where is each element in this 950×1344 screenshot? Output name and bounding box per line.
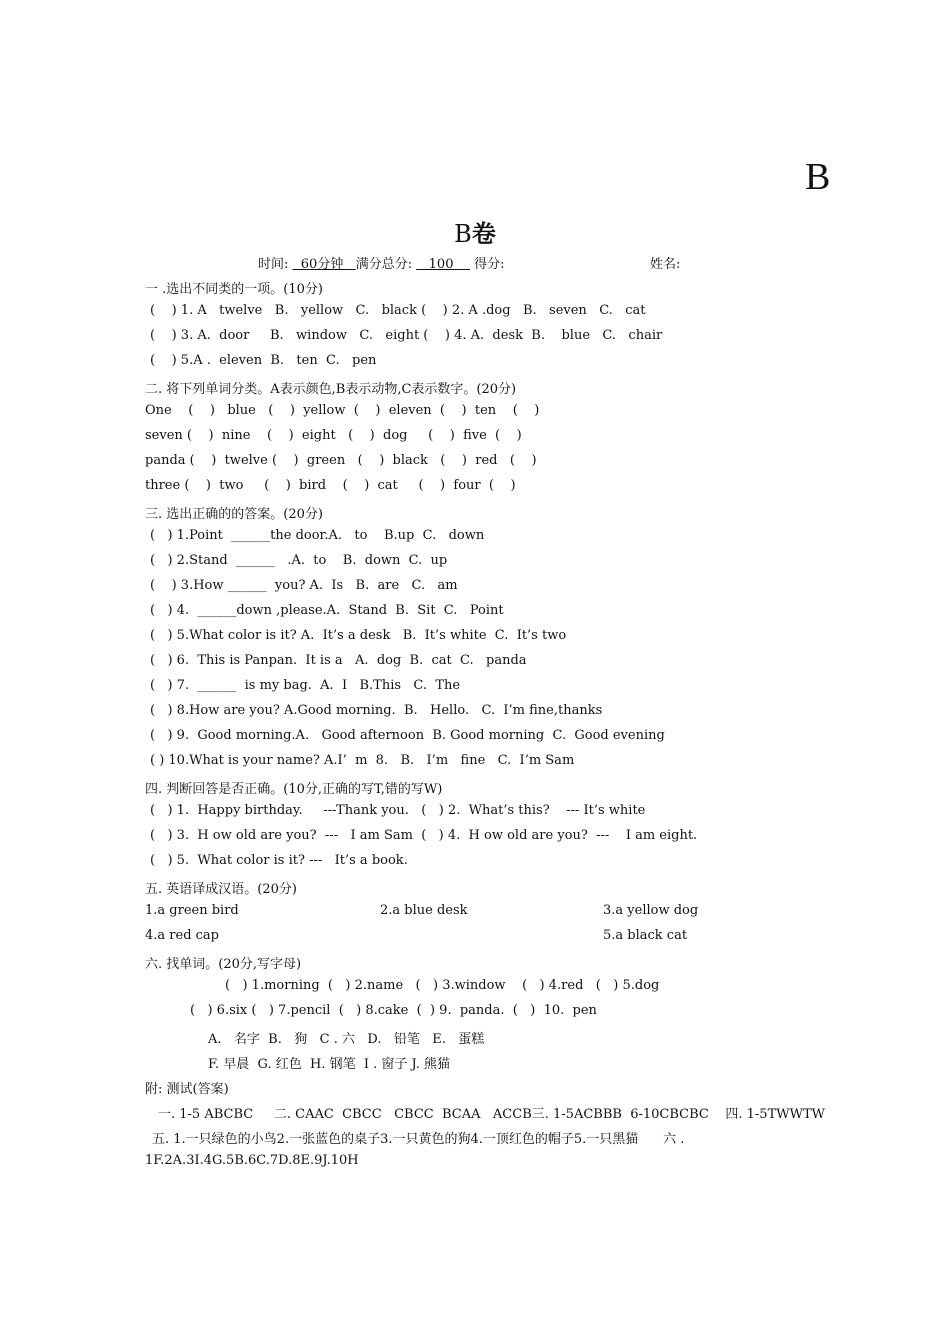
worksheet-line: ( ) 5.What color is it? A. It’s a desk B. It’s white C. It’s two — [150, 628, 567, 643]
time-value: 60分钟 — [292, 257, 356, 272]
worksheet-line: ( ) 9. Good morning.A. Good afternoon B. Good morning C. Good evening — [150, 728, 665, 743]
worksheet-line: 三. 选出正确的的答案。(20分) — [145, 507, 323, 522]
worksheet-line: 一. 1-5 ABCBC 二. CAAC CBCC CBCC BCAA ACCB三. 1-5ACBBB 6-10CBCBC 四. 1-5TWWTW — [158, 1107, 825, 1122]
worksheet-line: 一 .选出不同类的一项。(10分) — [145, 282, 323, 297]
worksheet-line: 五. 英语译成汉语。(20分) — [145, 882, 297, 897]
corner-letter: B — [805, 156, 831, 198]
worksheet-line: ( ) 6.six ( ) 7.pencil ( ) 8.cake ( ) 9. panda. ( ) 10. pen — [190, 1003, 597, 1018]
worksheet-line: ( ) 3. A. door B. window C. eight ( ) 4. A. desk B. blue C. chair — [150, 328, 663, 343]
score-value: 100 — [416, 257, 470, 272]
title-letter: B — [454, 220, 472, 248]
worksheet-line: ( ) 3.How ______ you? A. Is B. are C. am — [150, 578, 458, 593]
header-line — [258, 253, 505, 272]
worksheet-line: F. 早晨 G. 红色 H. 钢笔 I . 窗子 J. 熊猫 — [208, 1057, 450, 1072]
worksheet-line: ( ) 5.A . eleven B. ten C. pen — [150, 353, 377, 368]
worksheet-line: 4.a red cap — [145, 928, 220, 943]
worksheet-line: 2.a blue desk — [380, 903, 468, 918]
time-label: 时间: — [258, 257, 293, 272]
worksheet-line: ( ) 4. ______down ,please.A. Stand B. Sit C. Point — [150, 603, 504, 618]
worksheet-line: A. 名字 B. 狗 C . 六 D. 铅笔 E. 蛋糕 — [208, 1032, 485, 1047]
worksheet-line: 1F.2A.3I.4G.5B.6C.7D.8E.9J.10H — [145, 1153, 359, 1168]
worksheet-line: ( ) 1. Happy birthday. ---Thank you. ( ) 2. What’s this? --- It’s white — [150, 803, 646, 818]
worksheet-line: ( ) 1. A twelve B. yellow C. black ( ) 2. A .dog B. seven C. cat — [150, 303, 646, 318]
worksheet-line: 附: 测试(答案) — [145, 1082, 229, 1097]
worksheet-line: 5.a black cat — [603, 928, 688, 943]
score-label: 满分总分: — [355, 257, 417, 272]
worksheet-line: ( ) 1.morning ( ) 2.name ( ) 3.window ( ) 4.red ( ) 5.dog — [225, 978, 660, 993]
worksheet-line: ( ) 2.Stand ______ .A. to B. down C. up — [150, 553, 448, 568]
worksheet-line: three ( ) two ( ) bird ( ) cat ( ) four ( ) — [145, 478, 516, 493]
worksheet-line: One ( ) blue ( ) yellow ( ) eleven ( ) ten ( ) — [145, 403, 540, 418]
worksheet-line: ( ) 3. H ow old are you? --- I am Sam ( ) 4. H ow old are you? --- I am eight. — [150, 828, 698, 843]
worksheet-line: 3.a yellow dog — [603, 903, 699, 918]
got-label: 得分: — [470, 257, 505, 272]
worksheet-line: 五. 1.一只绿色的小鸟2.一张蓝色的桌子3.一只黄色的狗4.一顶红色的帽子5.一只黑猫 六 . — [152, 1132, 685, 1147]
worksheet-line: 二. 将下列单词分类。A表示颜色,B表示动物,C表示数字。(20分) — [145, 382, 517, 397]
worksheet-line: ( ) 10.What is your name? A.I’ m 8. B. I’m fine C. I’m Sam — [150, 753, 575, 768]
worksheet-line: 四. 判断回答是否正确。(10分,正确的写T,错的写W) — [145, 782, 443, 797]
worksheet-line: ( ) 8.How are you? A.Good morning. B. Hello. C. I’m fine,thanks — [150, 703, 603, 718]
worksheet-line: ( ) 6. This is Panpan. It is a A. dog B. cat C. panda — [150, 653, 527, 668]
worksheet-line: ( ) 5. What color is it? --- It’s a book. — [150, 853, 408, 868]
title-juan: 卷 — [471, 219, 496, 248]
page-title — [0, 214, 950, 249]
worksheet-line: 六. 找单词。(20分,写字母) — [145, 957, 302, 972]
worksheet-line: seven ( ) nine ( ) eight ( ) dog ( ) five ( ) — [145, 428, 522, 443]
name-label: 姓名: — [650, 257, 681, 272]
worksheet-line: ( ) 1.Point ______the door.A. to B.up C. down — [150, 528, 485, 543]
worksheet-line: panda ( ) twelve ( ) green ( ) black ( ) red ( ) — [145, 453, 537, 468]
worksheet-line: ( ) 7. ______ is my bag. A. I B.This C. The — [150, 678, 461, 693]
worksheet-line: 1.a green bird — [145, 903, 239, 918]
